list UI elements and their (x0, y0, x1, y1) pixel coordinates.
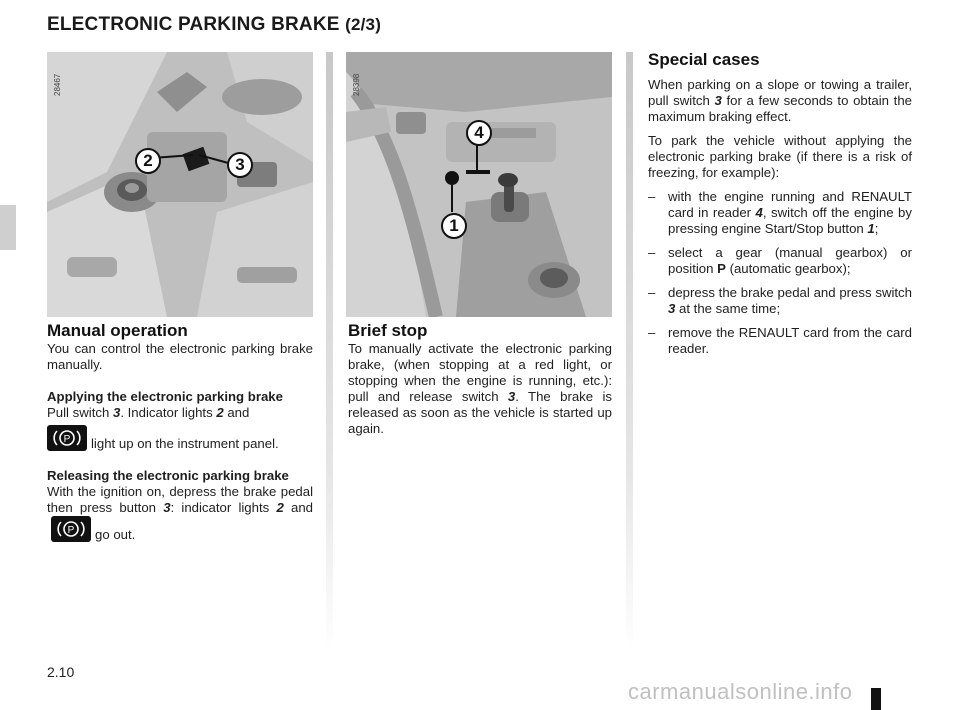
svg-text:P: P (63, 434, 71, 445)
callout-2: 2 (135, 148, 161, 174)
dash-bullet: – (648, 189, 656, 204)
switch-ref: 3 (668, 301, 676, 316)
column-divider (626, 52, 633, 652)
list-item (648, 245, 912, 277)
releasing-heading: Releasing the electronic parking brake (47, 468, 289, 483)
list-text: remove the RENAULT card from the card reader. (668, 325, 912, 356)
releasing-text: : indicator lights (170, 500, 277, 515)
console-photo (47, 52, 313, 317)
list-text: , switch off the engine by pressing engine Start/Stop button (668, 205, 912, 236)
releasing-text: With the ignition on, depress the brake pedal then press button (47, 484, 313, 515)
watermark: carmanualsonline.info (628, 679, 853, 704)
applying-text: . Indicator lights (120, 405, 217, 420)
list-text: (automatic gearbox); (725, 261, 851, 276)
svg-text:P: P (67, 525, 75, 536)
list-text: at the same time; (675, 301, 781, 316)
list-text: depress the brake pedal and press switch (668, 285, 912, 300)
list-item (648, 325, 912, 357)
list-item (648, 189, 912, 237)
brief-stop-body (348, 341, 612, 437)
manual-operation-heading: Manual operation (47, 321, 188, 340)
applying-heading: Applying the electronic parking brake (47, 389, 283, 404)
applying-section (47, 389, 313, 452)
brief-stop-text: . The brake is released as soon as the vehicle is started up again. (348, 389, 612, 436)
callout-1: 1 (441, 213, 467, 239)
column-divider (326, 52, 333, 652)
special-cases-p2: To park the vehicle without applying the electronic parking brake (if there is a risk of freezing, for example): (648, 133, 912, 180)
applying-text: and (223, 405, 250, 420)
corner-marker (871, 688, 881, 710)
page-number: 2.10 (47, 664, 75, 680)
switch-ref: 3 (714, 93, 722, 108)
special-cases-p1 (648, 77, 912, 125)
releasing-text: and (283, 500, 313, 515)
list-text: ; (874, 221, 879, 236)
list-text: with the engine running and RENAULT card in reader (668, 189, 912, 220)
switch-ref: 3 (112, 405, 121, 420)
button-ref: 3 (163, 500, 171, 515)
parking-brake-indicator-icon (51, 516, 91, 542)
manual-operation-body (47, 341, 313, 543)
special-text: When parking on a slope or towing a trailer, pull switch (648, 77, 912, 108)
list-item (648, 285, 912, 317)
figure-code: 28398 (352, 73, 361, 96)
parking-brake-indicator-icon (47, 425, 87, 451)
brief-stop-text: To manually activate the electronic parking brake, (when stopping at a red light, or stopping when the engine is running, etc.): pull and release switch (348, 341, 612, 404)
button-ref: 1 (867, 221, 875, 236)
dash-bullet: – (648, 285, 656, 300)
figure-code: 28467 (53, 73, 62, 96)
dashboard-photo (346, 52, 612, 317)
manual-operation-intro: You can control the electronic parking brake manually. (47, 341, 313, 372)
figure-console-switch (47, 52, 313, 317)
releasing-section (47, 468, 313, 543)
dash-bullet: – (648, 325, 656, 340)
special-cases-body (648, 77, 912, 357)
special-text: for a few seconds to obtain the maximum braking effect. (648, 93, 912, 124)
list-text: select a gear (manual gearbox) or position (668, 245, 912, 276)
brief-stop-heading: Brief stop (348, 321, 428, 340)
dash-bullet: – (648, 245, 656, 260)
light-ref: 2 (216, 405, 224, 420)
position-ref: P (717, 261, 726, 276)
callout-4: 4 (466, 120, 492, 146)
applying-text: Pull switch (47, 405, 113, 420)
special-cases-heading: Special cases (648, 50, 760, 69)
applying-text: light up on the instrument panel. (91, 436, 279, 451)
figure-dashboard (346, 52, 612, 317)
section-tab (0, 205, 16, 250)
light-ref: 2 (276, 500, 284, 515)
switch-ref: 3 (507, 389, 516, 404)
page-title-part: (2/3) (345, 15, 382, 34)
page-title-text: ELECTRONIC PARKING BRAKE (47, 14, 340, 35)
callout-3: 3 (227, 152, 253, 178)
page-title (47, 14, 381, 36)
applying-indicator-line (47, 425, 313, 452)
releasing-text: go out. (95, 527, 136, 542)
reader-ref: 4 (755, 205, 763, 220)
